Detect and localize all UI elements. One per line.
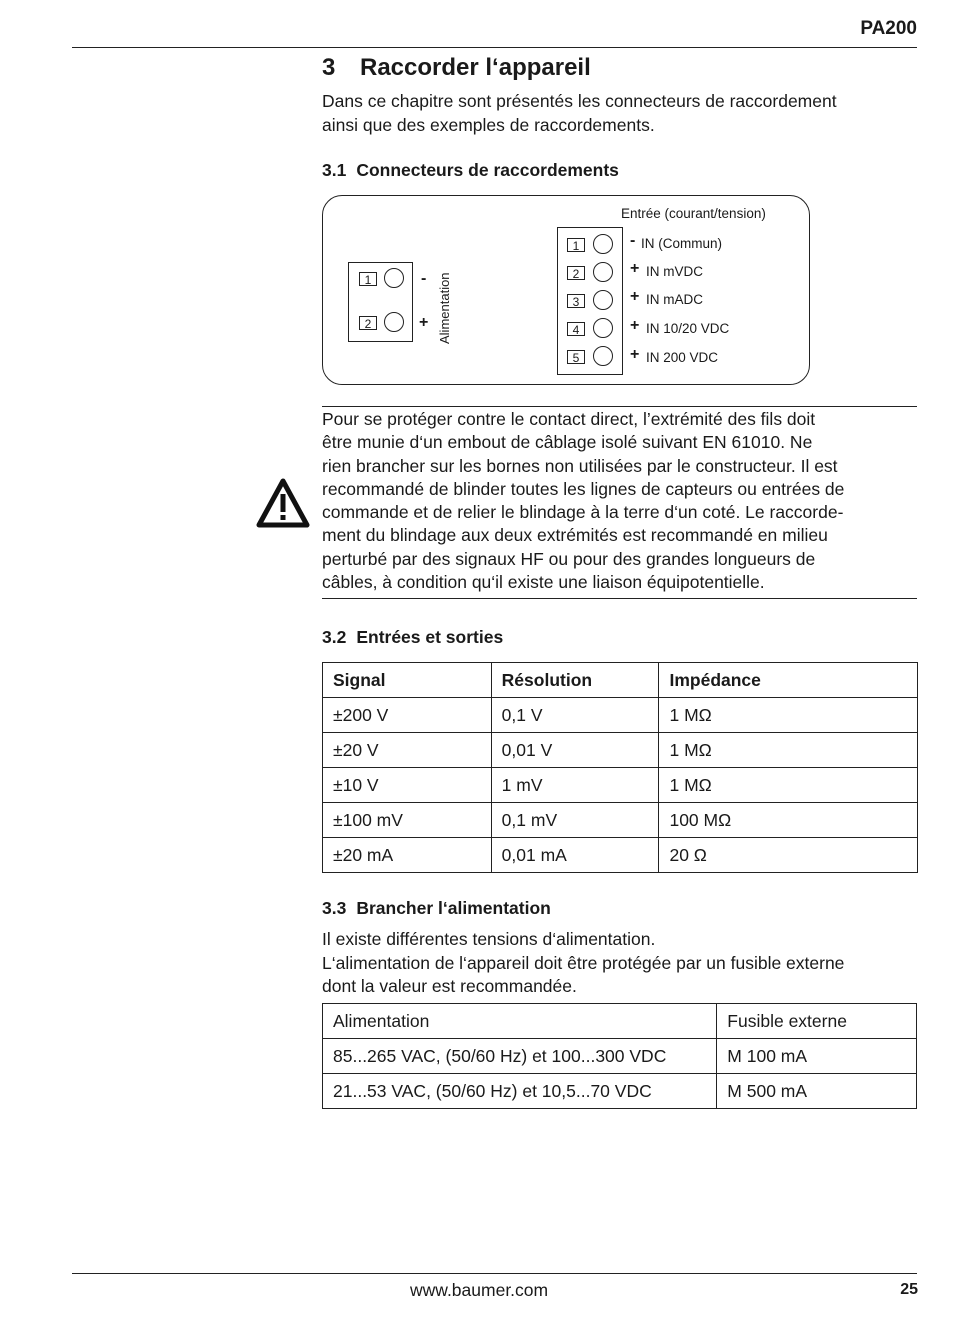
table-cell: ±20 V [323, 733, 492, 768]
table-cell: ±100 mV [323, 803, 492, 838]
table-cell: ±200 V [323, 698, 492, 733]
terminal-sign: + [630, 260, 640, 277]
section-heading-3-3 [322, 898, 551, 919]
table-row [323, 1074, 917, 1109]
input-block-title: Entrée (courant/tension) [621, 206, 766, 221]
terminal-screw-icon [593, 290, 613, 310]
header-rule [72, 47, 917, 48]
page-number: 25 [900, 1281, 918, 1298]
terminal-screw-icon [593, 262, 613, 282]
terminal-label: IN mADC [646, 292, 703, 307]
section-title: Brancher l‘alimentation [356, 898, 551, 918]
table-cell: 20 Ω [659, 838, 918, 873]
warning-line: perturbé par des signaux HF ou pour des grandes longueurs de [322, 548, 816, 569]
terminal-sign: + [630, 346, 640, 363]
paragraph-line: Il existe différentes tensions d‘alimentation. [322, 929, 656, 949]
warning-bottom-rule [322, 598, 917, 599]
paragraph-line: dont la valeur est recommandée. [322, 976, 577, 996]
power-supply-intro [322, 928, 844, 999]
table-cell: 21...53 VAC, (50/60 Hz) et 10,5...70 VDC [323, 1074, 717, 1109]
connector-diagram [322, 195, 810, 385]
table-row [323, 803, 918, 838]
chapter-title [322, 54, 591, 82]
warning-line: commande et de relier le blindage à la terre d‘un coté. Le raccorde- [322, 502, 844, 523]
terminal-sign: + [630, 317, 640, 334]
warning-line: rien brancher sur les bornes non utilisées par le constructeur. Il est [322, 455, 838, 476]
warning-line: Pour se protéger contre le contact direct, l’extrémité des fils doit [322, 409, 816, 429]
section-heading-3-1 [322, 160, 619, 181]
footer-url: www.baumer.com [410, 1280, 549, 1300]
terminal-number: 4 [567, 322, 585, 336]
chapter-number: 3 [322, 54, 336, 81]
warning-line: être munie d‘un embout de câblage isolé suivant EN 61010. Ne [322, 432, 813, 453]
signal-table [322, 662, 918, 873]
table-row [323, 838, 918, 873]
warning-top-rule [322, 406, 917, 407]
table-cell: M 100 mA [717, 1039, 917, 1074]
table-cell: 85...265 VAC, (50/60 Hz) et 100...300 VDC [323, 1039, 717, 1074]
column-header: Impédance [659, 663, 918, 698]
warning-text [322, 408, 917, 594]
chapter-intro [322, 90, 837, 137]
footer-rule [72, 1273, 917, 1274]
document-model: PA200 [860, 18, 917, 39]
column-header: Résolution [491, 663, 659, 698]
terminal-screw-icon [593, 346, 613, 366]
chapter-title-text: Raccorder l‘appareil [360, 54, 591, 81]
terminal-sign: + [630, 288, 640, 305]
table-cell: 100 MΩ [659, 803, 918, 838]
terminal-sign: + [419, 314, 429, 331]
column-header: Fusible externe [717, 1004, 917, 1039]
table-cell: ±20 mA [323, 838, 492, 873]
terminal-label: IN 200 VDC [646, 350, 719, 365]
column-header: Alimentation [323, 1004, 717, 1039]
table-cell: 0,1 mV [491, 803, 659, 838]
terminal-number: 2 [567, 266, 585, 280]
section-number: 3.2 [322, 627, 347, 647]
warning-line: ment du blindage aux deux extrémités est recommandé en milieu [322, 525, 828, 546]
terminal-number: 2 [359, 316, 377, 330]
paragraph-line: L‘alimentation de l‘appareil doit être protégée par un fusible externe [322, 952, 845, 973]
section-title: Connecteurs de raccordements [356, 160, 619, 180]
warning-triangle-icon [256, 478, 310, 528]
table-cell: 0,1 V [491, 698, 659, 733]
section-heading-3-2 [322, 627, 503, 648]
terminal-screw-icon [593, 234, 613, 254]
intro-line: Dans ce chapitre sont présentés les connecteurs de raccordement [322, 91, 837, 111]
table-header-row [323, 1004, 917, 1039]
table-cell: 0,01 mA [491, 838, 659, 873]
terminal-number: 1 [359, 272, 377, 286]
terminal-number: 1 [567, 238, 585, 252]
table-cell: 1 MΩ [659, 698, 918, 733]
table-cell: M 500 mA [717, 1074, 917, 1109]
table-row [323, 733, 918, 768]
table-row [323, 768, 918, 803]
terminal-number: 3 [567, 294, 585, 308]
section-number: 3.1 [322, 160, 347, 180]
terminal-screw-icon [384, 268, 404, 288]
terminal-sign: - [630, 232, 636, 249]
table-row [323, 698, 918, 733]
table-cell: 1 MΩ [659, 733, 918, 768]
power-fuse-table [322, 1003, 917, 1109]
section-title: Entrées et sorties [356, 627, 504, 647]
terminal-label: IN mVDC [646, 264, 703, 279]
table-cell: 1 MΩ [659, 768, 918, 803]
table-cell: ±10 V [323, 768, 492, 803]
terminal-number: 5 [567, 350, 585, 364]
intro-line: ainsi que des exemples de raccordements. [322, 114, 655, 135]
power-block-label: Alimentation [437, 272, 452, 344]
terminal-screw-icon [593, 318, 613, 338]
table-header-row [323, 663, 918, 698]
column-header: Signal [323, 663, 492, 698]
terminal-screw-icon [384, 312, 404, 332]
section-number: 3.3 [322, 898, 347, 918]
table-cell: 1 mV [491, 768, 659, 803]
terminal-label: IN (Commun) [641, 236, 723, 251]
warning-line: câbles, à condition qu‘il existe une liaison équipotentielle. [322, 572, 765, 593]
terminal-sign: - [421, 270, 427, 287]
table-cell: 0,01 V [491, 733, 659, 768]
table-row [323, 1039, 917, 1074]
terminal-label: IN 10/20 VDC [646, 321, 730, 336]
warning-line: recommandé de blinder toutes les lignes de capteurs ou entrées de [322, 478, 845, 499]
